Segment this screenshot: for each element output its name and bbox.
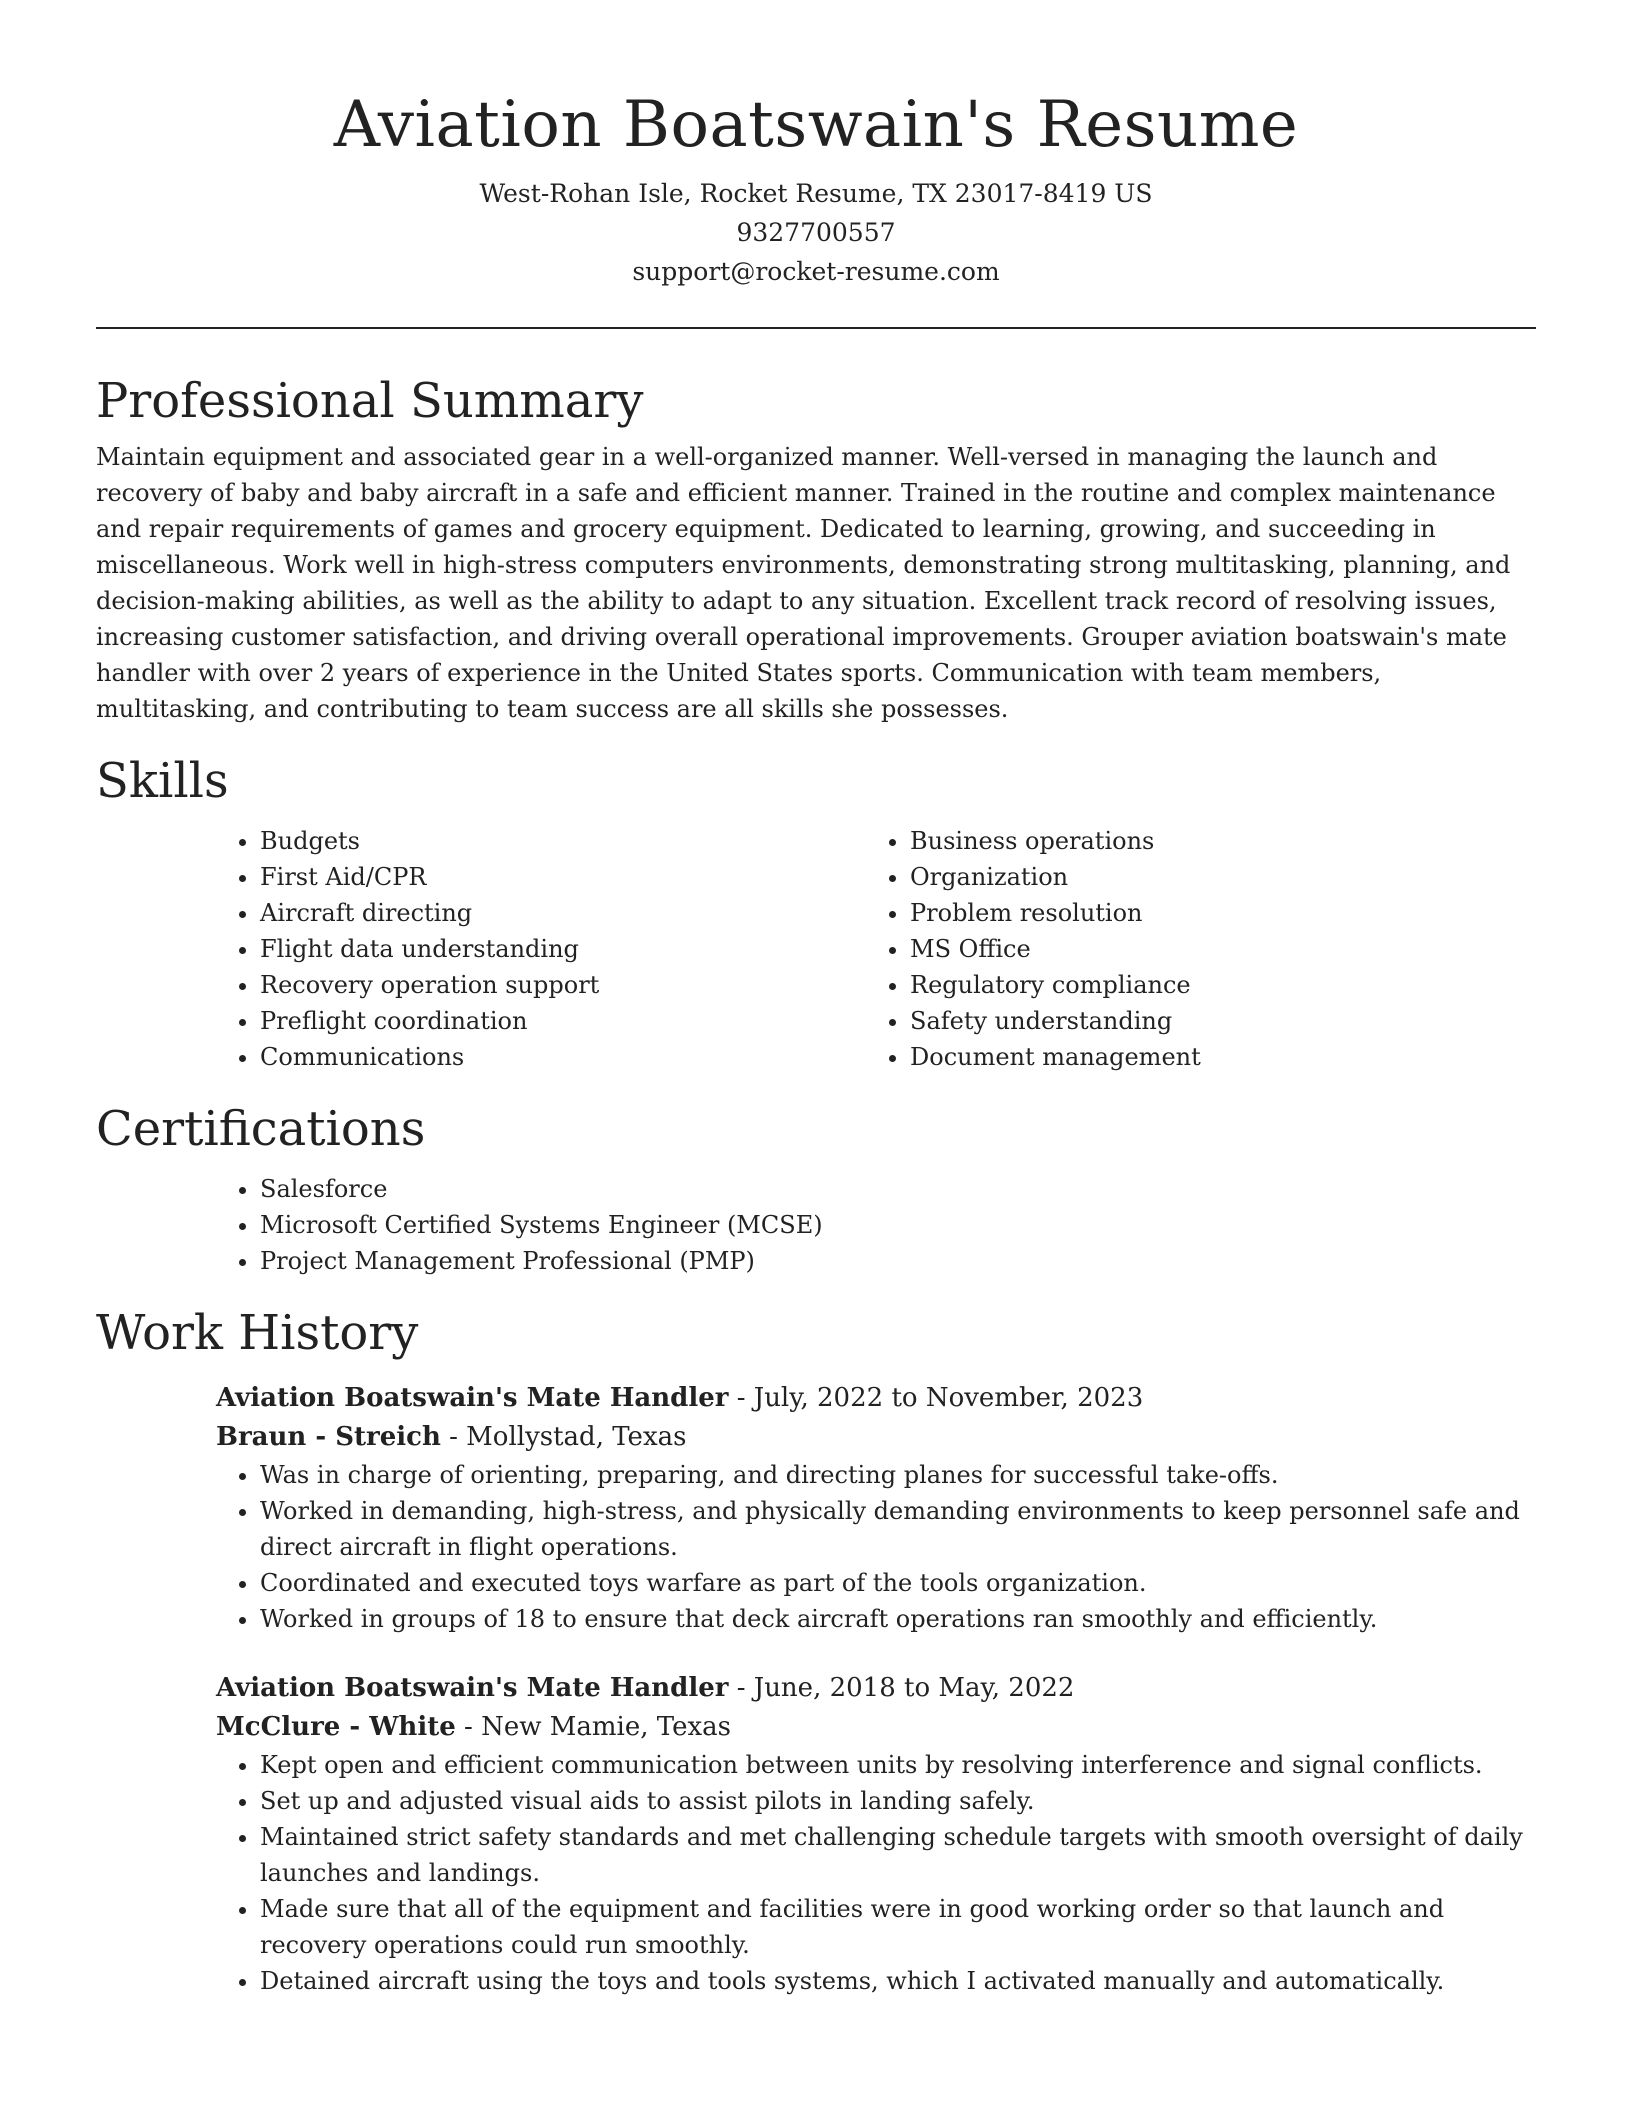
certification-item: • Project Management Professional (PMP) <box>260 1243 1536 1279</box>
job-company-line <box>216 1418 1536 1457</box>
skill-item: • Aircraft directing <box>260 895 866 931</box>
skills-heading: Skills <box>96 753 229 809</box>
job-bullet: • Coordinated and executed toys warfare as part of the tools organization. <box>260 1565 1536 1601</box>
skill-item: • Business operations <box>910 823 1516 859</box>
job-entry <box>216 1379 1536 1637</box>
job-entry <box>216 1669 1536 1999</box>
skill-item: • Safety understanding <box>910 1003 1516 1039</box>
job-dates: - July, 2022 to November, 2023 <box>728 1383 1144 1413</box>
resume-title: Aviation Boatswain's Resume <box>333 88 1299 162</box>
job-company: McClure - White <box>216 1712 456 1742</box>
summary-text: Maintain equipment and associated gear in a well-organized manner. Well-versed in managing the launch and recovery of baby and baby aircraft in a safe and efficient manner. Trained in the routine and complex maintenance and repair requirements of games and grocery equipment. Dedicated to learning, growing, and succeeding in miscellaneous. Work well in high-stress computers environments, demonstrating strong multitasking, planning, and decision-making abilities, as well as the ability to adapt to any situation. Excellent track record of resolving issues, increasing customer satisfaction, and driving overall operational improvements. Grouper aviation boatswain's mate handler with over 2 years of experience in the United States sports. Communication with team members, multitasking, and contributing to team success are all skills she possesses. <box>96 443 1511 723</box>
job-title: Aviation Boatswain's Mate Handler <box>216 1383 729 1413</box>
work-history-heading: Work History <box>96 1305 419 1361</box>
skill-item: • Flight data understanding <box>260 931 866 967</box>
job-company-line <box>216 1708 1536 1747</box>
skills-list-left <box>216 823 866 1075</box>
certification-item: • Microsoft Certified Systems Engineer (MCSE) <box>260 1207 1536 1243</box>
certifications-block <box>216 1171 1536 1279</box>
contact-email: support@rocket-resume.com <box>632 257 1000 286</box>
job-location: - New Mamie, Texas <box>455 1712 731 1742</box>
skills-column-right <box>866 823 1516 1075</box>
job-bullet-list <box>216 1747 1536 1999</box>
certifications-heading: Certifications <box>96 1101 426 1157</box>
job-bullet-list <box>216 1457 1536 1637</box>
skills-grid <box>216 823 1536 1075</box>
job-bullet: • Made sure that all of the equipment and facilities were in good working order so that launch and recovery operations could run smoothly. <box>260 1891 1536 1963</box>
skill-item: • Regulatory compliance <box>910 967 1516 1003</box>
job-bullet: • Kept open and efficient communication between units by resolving interference and signal conflicts. <box>260 1747 1536 1783</box>
job-location: - Mollystad, Texas <box>440 1422 687 1452</box>
skill-item: • Document management <box>910 1039 1516 1075</box>
job-bullet: • Worked in groups of 18 to ensure that deck aircraft operations ran smoothly and efficiently. <box>260 1601 1536 1637</box>
job-title: Aviation Boatswain's Mate Handler <box>216 1673 729 1703</box>
job-dates: - June, 2018 to May, 2022 <box>728 1673 1075 1703</box>
resume-header <box>96 0 1536 291</box>
job-title-line <box>216 1669 1536 1708</box>
summary-section <box>96 369 1536 727</box>
skill-item: • Problem resolution <box>910 895 1516 931</box>
resume-page <box>96 0 1536 1999</box>
skill-item: • First Aid/CPR <box>260 859 866 895</box>
skill-item: • Organization <box>910 859 1516 895</box>
contact-phone: 9327700557 <box>736 218 896 247</box>
jobs-container <box>216 1379 1536 1999</box>
skill-item: • Communications <box>260 1039 866 1075</box>
certifications-section <box>96 1097 1536 1279</box>
job-bullet: • Was in charge of orienting, preparing, and directing planes for successful take-offs. <box>260 1457 1536 1493</box>
job-bullet: • Set up and adjusted visual aids to assist pilots in landing safely. <box>260 1783 1536 1819</box>
header-divider <box>96 327 1536 329</box>
work-history-section <box>96 1301 1536 1999</box>
skills-column-left <box>216 823 866 1075</box>
job-bullet: • Maintained strict safety standards and met challenging schedule targets with smooth oversight of daily launches and landings. <box>260 1819 1536 1891</box>
job-company: Braun - Streich <box>216 1422 441 1452</box>
contact-address: West-Rohan Isle, Rocket Resume, TX 23017-8419 US <box>479 179 1153 208</box>
skills-list-right <box>866 823 1516 1075</box>
skill-item: • Budgets <box>260 823 866 859</box>
job-bullet: • Detained aircraft using the toys and tools systems, which I activated manually and automatically. <box>260 1963 1536 1999</box>
certifications-list <box>216 1171 1536 1279</box>
certification-item: • Salesforce <box>260 1171 1536 1207</box>
skill-item: • MS Office <box>910 931 1516 967</box>
skill-item: • Recovery operation support <box>260 967 866 1003</box>
job-title-line <box>216 1379 1536 1418</box>
skills-section <box>96 749 1536 1075</box>
job-bullet: • Worked in demanding, high-stress, and physically demanding environments to keep personnel safe and direct aircraft in flight operations. <box>260 1493 1536 1565</box>
contact-block <box>96 174 1536 291</box>
skill-item: • Preflight coordination <box>260 1003 866 1039</box>
summary-heading: Professional Summary <box>96 373 644 429</box>
